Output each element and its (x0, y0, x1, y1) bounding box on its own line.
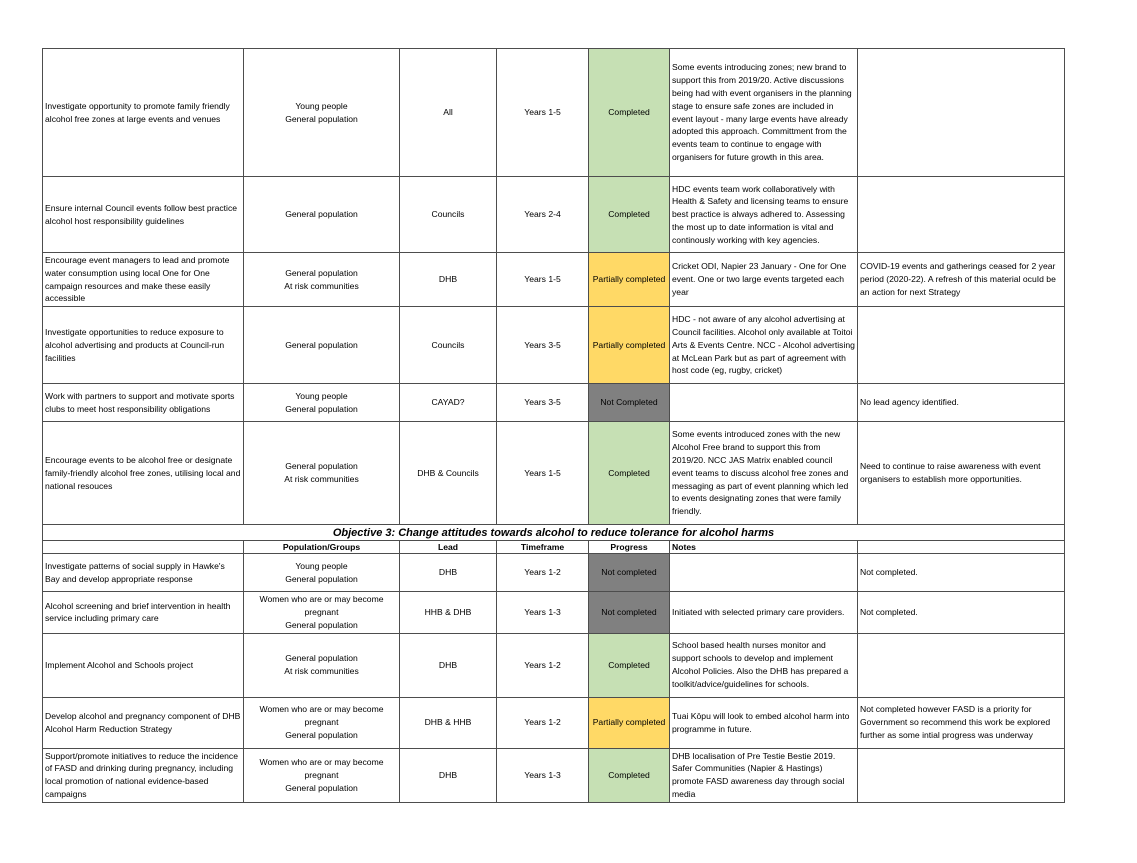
lead-cell: CAYAD? (400, 384, 497, 422)
notes-cell: Some events introducing zones; new brand to support this from 2019/20. Active discussions being had with event organisers in the planning stage to ensure safe zones are included in event layout - many large events have already adopted this approach. Committment from the events team to continue to engage with organisers for future growth in this area. (670, 49, 858, 177)
comments-cell (858, 748, 1065, 802)
comments-cell: Need to continue to raise awareness with event organisers to establish more opportunities. (858, 422, 1065, 525)
comments-cell (858, 177, 1065, 253)
action-cell: Implement Alcohol and Schools project (43, 633, 244, 697)
population-cell: General population At risk communities (244, 422, 400, 525)
comments-cell (858, 307, 1065, 384)
notes-cell: Cricket ODI, Napier 23 January - One for One event. One or two large events targeted each year (670, 253, 858, 307)
notes-cell (670, 384, 858, 422)
header-progress: Progress (589, 541, 670, 554)
lead-cell: DHB (400, 748, 497, 802)
lead-cell: DHB (400, 554, 497, 592)
table-row (43, 307, 1065, 384)
timeframe-cell: Years 1-5 (497, 253, 589, 307)
progress-status-cell: Not completed (589, 554, 670, 592)
action-cell: Investigate patterns of social supply in Hawke's Bay and develop appropriate response (43, 554, 244, 592)
header-population: Population/Groups (244, 541, 400, 554)
comments-cell: No lead agency identified. (858, 384, 1065, 422)
progress-status-cell: Completed (589, 177, 670, 253)
lead-cell: DHB & Councils (400, 422, 497, 525)
action-cell: Encourage event managers to lead and promote water consumption using local One for One campaign resources and make these easily accessible (43, 253, 244, 307)
comments-cell (858, 49, 1065, 177)
progress-status-cell: Not completed (589, 592, 670, 633)
notes-cell: Some events introduced zones with the new Alcohol Free brand to support this from 2019/20. NCC JAS Matrix enabled council event teams to discuss alcohol free zones and messaging as part of event planning which led to events designating zones that were family friendly. (670, 422, 858, 525)
lead-cell: All (400, 49, 497, 177)
progress-status-cell: Completed (589, 633, 670, 697)
action-cell: Investigate opportunity to promote family friendly alcohol free zones at large events and venues (43, 49, 244, 177)
table-row (43, 748, 1065, 802)
table-row (43, 697, 1065, 748)
population-cell: Women who are or may become pregnant General population (244, 748, 400, 802)
comments-cell: Not completed. (858, 592, 1065, 633)
progress-status-cell: Not Completed (589, 384, 670, 422)
population-cell: Women who are or may become pregnant General population (244, 592, 400, 633)
progress-status-cell: Partially completed (589, 697, 670, 748)
action-cell: Ensure internal Council events follow best practice alcohol host responsibility guidelines (43, 177, 244, 253)
progress-status-cell: Partially completed (589, 253, 670, 307)
lead-cell: DHB (400, 253, 497, 307)
lead-cell: Councils (400, 307, 497, 384)
header-comments (858, 541, 1065, 554)
lead-cell: Councils (400, 177, 497, 253)
notes-cell: HDC events team work collaboratively with Health & Safety and licensing teams to ensure best practice is always adhered to. Assessing the most up to date information is vital and continously working with key agencies. (670, 177, 858, 253)
header-lead: Lead (400, 541, 497, 554)
notes-cell: School based health nurses monitor and support schools to develop and implement Alcohol Policies. Also the DHB has prepared a toolkit/advice/guidelines for schools. (670, 633, 858, 697)
timeframe-cell: Years 1-5 (497, 422, 589, 525)
population-cell: Young people General population (244, 554, 400, 592)
table-row (43, 554, 1065, 592)
objective-title: Objective 3: Change attitudes towards alcohol to reduce tolerance for alcohol harms (43, 525, 1065, 541)
table-row (43, 633, 1065, 697)
column-header-row (43, 541, 1065, 554)
timeframe-cell: Years 1-3 (497, 748, 589, 802)
progress-status-cell: Completed (589, 49, 670, 177)
progress-status-cell: Partially completed (589, 307, 670, 384)
population-cell: Young people General population (244, 49, 400, 177)
action-cell: Develop alcohol and pregnancy component of DHB Alcohol Harm Reduction Strategy (43, 697, 244, 748)
notes-cell: Initiated with selected primary care providers. (670, 592, 858, 633)
comments-cell: Not completed however FASD is a priority for Government so recommend this work be explored further as some intial progress was underway (858, 697, 1065, 748)
strategy-progress-table (42, 48, 1065, 803)
action-cell: Support/promote initiatives to reduce the incidence of FASD and drinking during pregnancy, including local promotion of national evidence-based campaigns (43, 748, 244, 802)
timeframe-cell: Years 1-2 (497, 697, 589, 748)
action-cell: Investigate opportunities to reduce exposure to alcohol advertising and products at Council-run facilities (43, 307, 244, 384)
population-cell: General population (244, 177, 400, 253)
action-cell: Work with partners to support and motivate sports clubs to meet host responsibility obligations (43, 384, 244, 422)
progress-status-cell: Completed (589, 748, 670, 802)
lead-cell: DHB (400, 633, 497, 697)
table-row (43, 384, 1065, 422)
comments-cell: COVID-19 events and gatherings ceased for 2 year period (2020-22). A refresh of this material ocuId be an action for next Strategy (858, 253, 1065, 307)
comments-cell (858, 633, 1065, 697)
action-cell: Alcohol screening and brief intervention in health service including primary care (43, 592, 244, 633)
table-row (43, 422, 1065, 525)
notes-cell: DHB localisation of Pre Testie Bestie 2019. Safer Communities (Napier & Hastings) promote FASD awareness day through social media (670, 748, 858, 802)
population-cell: General population (244, 307, 400, 384)
population-cell: Women who are or may become pregnant General population (244, 697, 400, 748)
population-cell: Young people General population (244, 384, 400, 422)
table-row (43, 49, 1065, 177)
notes-cell: Tuai Kōpu will look to embed alcohol harm into programme in future. (670, 697, 858, 748)
population-cell: General population At risk communities (244, 253, 400, 307)
lead-cell: DHB & HHB (400, 697, 497, 748)
notes-cell: HDC - not aware of any alcohol advertising at Council facilities. Alcohol only available at Toitoi Arts & Events Centre. NCC - Alcohol advertising at McLean Park but as part of agreement with host code (eg, rugby, cricket) (670, 307, 858, 384)
comments-cell: Not completed. (858, 554, 1065, 592)
timeframe-cell: Years 1-2 (497, 554, 589, 592)
action-cell: Encourage events to be alcohol free or designate family-friendly alcohol free zones, utilising local and national resouces (43, 422, 244, 525)
objective-row (43, 525, 1065, 541)
timeframe-cell: Years 1-3 (497, 592, 589, 633)
progress-status-cell: Completed (589, 422, 670, 525)
timeframe-cell: Years 1-5 (497, 49, 589, 177)
notes-cell (670, 554, 858, 592)
header-notes: Notes (670, 541, 858, 554)
table-row (43, 253, 1065, 307)
timeframe-cell: Years 2-4 (497, 177, 589, 253)
table-row (43, 592, 1065, 633)
timeframe-cell: Years 3-5 (497, 307, 589, 384)
table-row (43, 177, 1065, 253)
lead-cell: HHB & DHB (400, 592, 497, 633)
header-timeframe: Timeframe (497, 541, 589, 554)
timeframe-cell: Years 1-2 (497, 633, 589, 697)
header-action (43, 541, 244, 554)
timeframe-cell: Years 3-5 (497, 384, 589, 422)
population-cell: General population At risk communities (244, 633, 400, 697)
